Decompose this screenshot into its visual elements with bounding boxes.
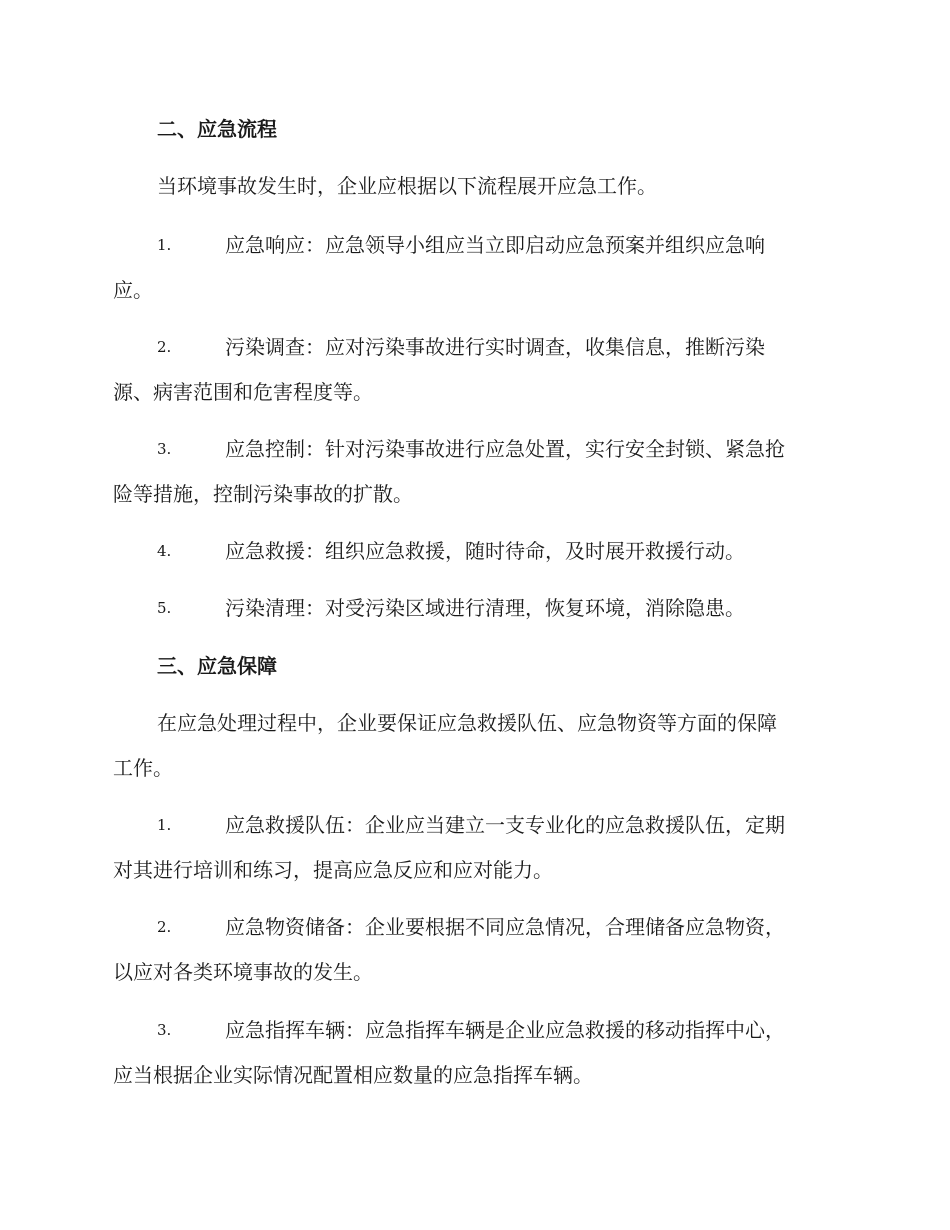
list-item-text-cont: 对其进行培训和练习，提高应急反应和应对能力。 — [113, 858, 553, 882]
list-item-text: 应急指挥车辆：应急指挥车辆是企业应急救援的移动指挥中心， — [225, 1018, 785, 1042]
section-intro: 在应急处理过程中，企业要保证应急救援队伍、应急物资等方面的保障 — [157, 711, 777, 735]
section-intro-cont: 工作。 — [113, 756, 173, 780]
list-item-text: 应急响应：应急领导小组应当立即启动应急预案并组织应急响 — [225, 233, 765, 257]
section-intro: 当环境事故发生时，企业应根据以下流程展开应急工作。 — [157, 174, 657, 198]
list-item-text-cont: 应。 — [113, 278, 153, 302]
list-item-text: 应急救援：组织应急救援，随时待命，及时展开救援行动。 — [225, 539, 745, 563]
section-heading: 二、应急流程 — [157, 117, 277, 141]
list-item-number: 3. — [157, 440, 172, 458]
list-item-text-cont: 以应对各类环境事故的发生。 — [113, 960, 373, 984]
list-item-number: 4. — [157, 542, 172, 560]
list-item-number: 1. — [157, 816, 172, 834]
section-heading: 三、应急保障 — [157, 654, 277, 678]
list-item-number: 2. — [157, 918, 172, 936]
list-item-text: 应急救援队伍：企业应当建立一支专业化的应急救援队伍，定期 — [225, 813, 785, 837]
list-item-text: 应急控制：针对污染事故进行应急处置，实行安全封锁、紧急抢 — [225, 437, 785, 461]
list-item-text-cont: 险等措施，控制污染事故的扩散。 — [113, 482, 413, 506]
list-item-text-cont: 应当根据企业实际情况配置相应数量的应急指挥车辆。 — [113, 1063, 593, 1087]
list-item-text: 应急物资储备：企业要根据不同应急情况，合理储备应急物资， — [225, 915, 785, 939]
list-item-number: 1. — [157, 236, 172, 254]
list-item-number: 2. — [157, 338, 172, 356]
list-item-text: 污染调查：应对污染事故进行实时调查，收集信息，推断污染 — [225, 335, 765, 359]
list-item-text: 污染清理：对受污染区域进行清理，恢复环境，消除隐患。 — [225, 596, 745, 620]
list-item-text-cont: 源、病害范围和危害程度等。 — [113, 380, 373, 404]
list-item-number: 3. — [157, 1021, 172, 1039]
list-item-number: 5. — [157, 599, 172, 617]
